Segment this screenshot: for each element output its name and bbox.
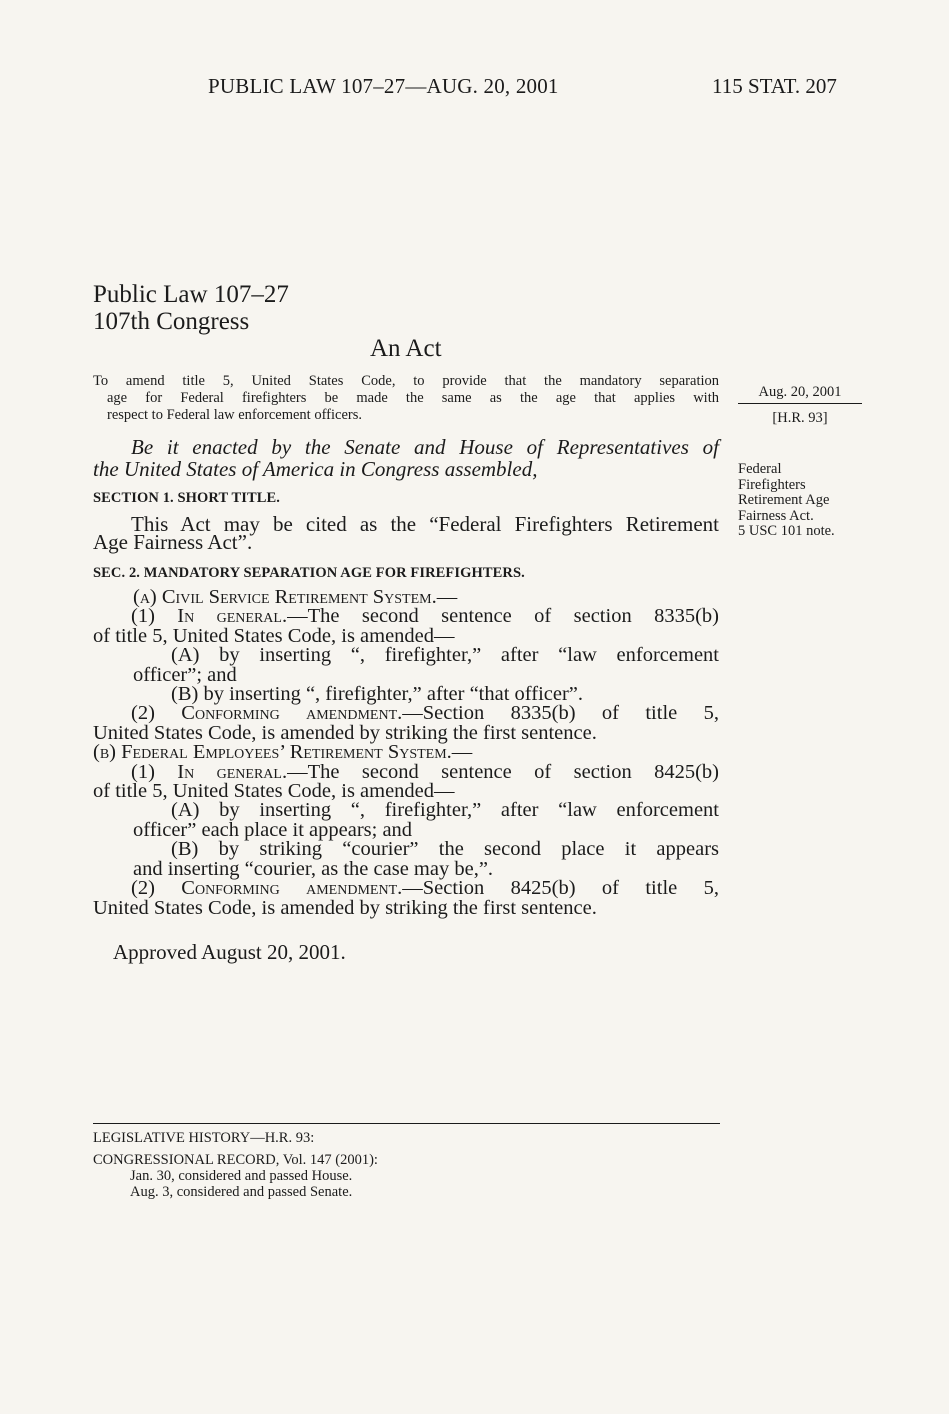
paragraph-b2-line2: United States Code, is amended by striking the first sentence. xyxy=(93,896,597,919)
bill-number: [H.R. 93] xyxy=(772,410,828,426)
clause-b1A-line2: officer” each place it appears; and xyxy=(133,818,413,841)
margin-note xyxy=(738,462,878,540)
purpose-paragraph xyxy=(93,373,719,424)
section-1-line: Age Fairness Act”. xyxy=(93,530,253,554)
clause-a1A-line1: (A) by inserting “, firefighter,” after “law enforcement xyxy=(171,644,719,667)
clause-a1A-line2: officer”; and xyxy=(133,663,237,686)
subsection-a-heading: (a) Civil Service Retirement System.— xyxy=(133,586,458,608)
section-1-line: This Act may be cited as the “Federal Firefighters Retirement xyxy=(131,512,719,536)
legislative-history-heading: LEGISLATIVE HISTORY—H.R. 93: xyxy=(93,1130,315,1146)
history-entry: Jan. 30, considered and passed House. xyxy=(130,1168,353,1184)
paragraph-a1-line2: of title 5, United States Code, is amended— xyxy=(93,624,455,647)
act-heading: An Act xyxy=(370,335,442,362)
section-1-text xyxy=(93,512,719,554)
enacting-line: Be it enacted by the Senate and House of Representatives of xyxy=(131,435,719,459)
paragraph-a2-rest: —Section 8335(b) of title 5, xyxy=(402,702,719,725)
enacting-clause xyxy=(93,436,719,480)
congress-label: 107th Congress xyxy=(93,308,250,335)
paragraph-a1-rest: —The second sentence of section 8335(b) xyxy=(287,605,719,628)
history-entry: Aug. 3, considered and passed Senate. xyxy=(130,1184,353,1200)
clause-a1B: (B) by inserting “, firefighter,” after “that officer”. xyxy=(171,683,584,706)
section-2-heading: SEC. 2. MANDATORY SEPARATION AGE FOR FIREFIGHTERS. xyxy=(93,565,525,581)
legislative-history xyxy=(93,1130,378,1200)
clause-b1B-line1: (B) by striking “courier” the second place it appears xyxy=(171,838,719,861)
paragraph-b2-label: (2) Conforming amendment. xyxy=(131,877,403,900)
subsection-b-heading: (b) Federal Employees’ Retirement System.— xyxy=(93,741,473,764)
enacting-line: the United States of America in Congress assembled, xyxy=(93,457,538,481)
purpose-line: age for Federal firefighters be made the same as the age that applies with xyxy=(107,390,719,406)
paragraph-a1-line xyxy=(93,607,719,626)
paragraph-b2-line xyxy=(93,879,719,898)
paragraph-b1-rest: —The second sentence of section 8425(b) xyxy=(287,760,719,783)
margin-divider xyxy=(738,403,862,404)
public-law-title: Public Law 107–27 xyxy=(93,281,289,308)
paragraph-a1-label: (1) In general. xyxy=(131,605,288,628)
section-1-heading: SECTION 1. SHORT TITLE. xyxy=(93,490,281,506)
clause-b1A-line1: (A) by inserting “, firefighter,” after “law enforcement xyxy=(171,799,719,822)
paragraph-a2-line xyxy=(93,704,719,723)
paragraph-a2-label: (2) Conforming amendment. xyxy=(131,702,403,725)
margin-note-line: Firefighters xyxy=(738,476,806,493)
paragraph-b2-rest: —Section 8425(b) of title 5, xyxy=(402,877,719,900)
paragraph-b1-label: (1) In general. xyxy=(131,760,288,783)
paragraph-b1-line2: of title 5, United States Code, is amended— xyxy=(93,780,455,803)
congressional-record-line: CONGRESSIONAL RECORD, Vol. 147 (2001): xyxy=(93,1152,378,1168)
margin-note-line: 5 USC 101 note. xyxy=(738,523,835,539)
purpose-line: To amend title 5, United States Code, to provide that the mandatory separation xyxy=(93,373,719,389)
running-head-law: PUBLIC LAW 107–27—AUG. 20, 2001 xyxy=(208,74,559,98)
running-head-stat: 115 STAT. 207 xyxy=(712,74,837,98)
margin-note-line: Federal xyxy=(738,461,782,477)
clause-b1B-line2: and inserting “courier, as the case may be,”. xyxy=(133,857,494,880)
section-2-body xyxy=(93,588,719,918)
margin-note-line: Fairness Act. xyxy=(738,507,814,524)
purpose-line: respect to Federal law enforcement officers. xyxy=(107,407,362,423)
footer-divider xyxy=(93,1123,720,1124)
margin-date-block xyxy=(738,382,862,428)
approval-line: Approved August 20, 2001. xyxy=(113,940,346,964)
enactment-date: Aug. 20, 2001 xyxy=(758,384,842,400)
margin-note-line: Retirement Age xyxy=(738,492,830,508)
paragraph-a2-line2: United States Code, is amended by striking the first sentence. xyxy=(93,721,597,744)
